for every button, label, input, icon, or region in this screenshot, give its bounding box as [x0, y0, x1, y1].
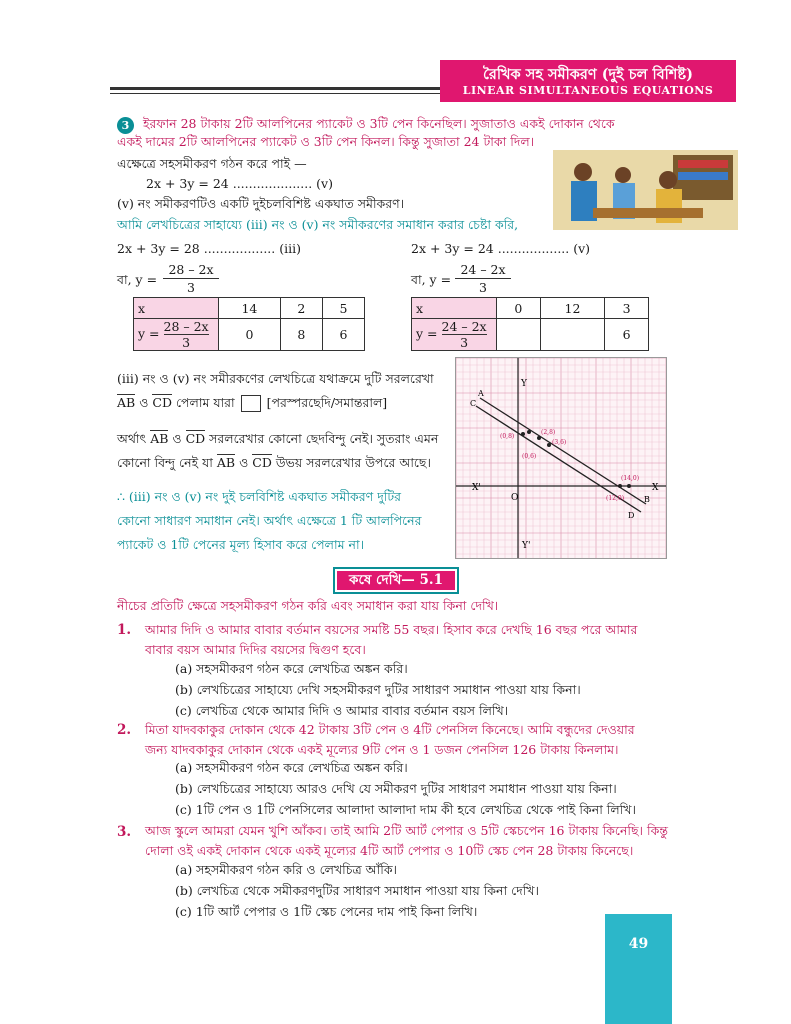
line-label-ab: AB [117, 395, 136, 410]
question-number: 2. [117, 722, 132, 738]
table-cell-expression [412, 319, 497, 351]
y-prime-label: Y' [522, 541, 531, 551]
sub-question: (a) সহসমীকরণ গঠন করে লেখচিত্র অঙ্কন করি। [175, 760, 408, 775]
expression-denominator: 3 [182, 335, 191, 350]
table-cell: x [134, 298, 219, 319]
question-text: মিতা যাদবকাকুর দোকান থেকে 42 টাকায় 3টি পেন ও 4টি পেনসিল কিনেছে। আমি বন্ধুদের দেওয়ার [145, 722, 635, 737]
fraction-numerator: 24 – 2x [455, 262, 511, 279]
table-cell-expression [134, 319, 219, 351]
table-cell: 6 [322, 319, 364, 351]
expression-label: y = [138, 326, 160, 341]
conclusion-line: প্যাকেট ও 1টি পেনের মূল্য হিসাব করে পেলাম না। [117, 537, 365, 552]
page-number-tab [605, 914, 672, 1024]
coordinate-label: (0,6) [522, 453, 537, 460]
question-text: জন্য যাদবকাকুর দোকান থেকে একই মূল্যের 9টি পেন ও 1 ডজন পেনসিল 126 টাকায় কিনলাম। [145, 742, 619, 757]
text-span: পেলাম যারা [171, 395, 235, 410]
sub-question: (b) লেখচিত্রের সাহায্যে আরও দেখি যে সমীকরণ দুটির সাধারণ সমাধান পাওয়া যায় কিনা। [175, 781, 617, 796]
text-span: অর্থাৎ [117, 431, 151, 446]
table-cell: x [412, 298, 497, 319]
equation-iii: 2x + 3y = 28 .................. (iii) [117, 241, 301, 256]
table-cell: 12 [540, 298, 604, 319]
y-label: Y [521, 379, 527, 389]
table-cell [540, 319, 604, 351]
text-span: ও [168, 431, 186, 446]
table-cell: 0 [497, 298, 541, 319]
sub-question: (c) 1টি পেন ও 1টি পেনসিলের আলাদা আলাদা দাম কী হবে লেখচিত্র থেকে পাই কিনা লিখি। [175, 802, 636, 817]
table-cell: 8 [280, 319, 322, 351]
table-cell: 2 [280, 298, 322, 319]
problem-number-badge: 3 [117, 117, 134, 134]
equation-v-right: 2x + 3y = 24 .................. (v) [411, 241, 591, 256]
table-cell: 14 [219, 298, 281, 319]
table-cell: 5 [322, 298, 364, 319]
problem-text-line: একই দামের 2টি আলপিনের প্যাকেট ও 3টি পেন কিনল। কিন্তু সুজাতা 24 টাকা দিল। [117, 134, 535, 149]
point-label-b: B [644, 495, 650, 504]
sub-question: (b) লেখচিত্র থেকে সমীকরণদুটির সাধারণ সমাধান পাওয়া যায় কিনা দেখি। [175, 883, 539, 898]
coordinate-label: (0,8) [500, 433, 515, 440]
coordinate-label: (2,8) [541, 429, 556, 436]
illustration-image [553, 150, 738, 230]
coordinate-label: (14,0) [621, 475, 640, 482]
x-prime-label: X' [472, 483, 481, 493]
expression-numerator: 28 – 2x [163, 319, 209, 334]
question-number: 3. [117, 824, 132, 840]
sub-question: (c) 1টি আর্ট পেপার ও 1টি স্কেচ পেনের দাম পাই কিনা লিখি। [175, 904, 478, 919]
text-span: ও [135, 395, 153, 410]
question-number: 1. [117, 622, 132, 638]
text-line-teal: আমি লেখচিত্রের সাহায্যে (iii) নং ও (v) নং সমীকরণের সমাধান করার চেষ্টা করি, [117, 217, 519, 232]
coordinate-label: (3,6) [552, 439, 567, 446]
line-label-cd: CD [252, 455, 272, 470]
table-cell [497, 319, 541, 351]
graph-plot [455, 357, 667, 559]
table-cell: 6 [605, 319, 649, 351]
fraction-denominator: 3 [187, 280, 195, 295]
line-label-cd: CD [152, 395, 172, 410]
point [627, 484, 631, 488]
point [521, 432, 525, 436]
expression-label: y = [416, 326, 438, 341]
text-span: কোনো বিন্দু নেই যা [117, 455, 217, 470]
question-text: দোলা ওই একই দোকান থেকে একই মূল্যের 4টি আর্ট পেপার ও 10টি স্কেচ পেন 28 টাকায় কিনেছে। [145, 843, 634, 858]
sub-question: (c) লেখচিত্র থেকে আমার দিদি ও আমার বাবার বর্তমান বয়স লিখি। [175, 703, 509, 718]
text-span: উভয় সরলরেখার উপরে আছে। [271, 455, 431, 470]
header-rule-thin [110, 93, 450, 94]
analysis-line [117, 431, 438, 447]
table-cell: 0 [219, 319, 281, 351]
header-rule [110, 87, 450, 90]
text-span: [পরস্পরছেদি/সমান্তরাল] [266, 395, 388, 410]
chapter-title-bn: রৈখিক সহ সমীকরণ (দুই চল বিশিষ্ট) [483, 66, 693, 83]
text-span: সরলরেখার কোনো ছেদবিন্দু নেই। সুতরাং এমন [205, 431, 439, 446]
expression-numerator: 24 – 2x [441, 319, 487, 334]
point-label-a: A [478, 389, 484, 398]
line-label-ab: AB [150, 431, 169, 446]
analysis-line [117, 455, 431, 471]
fill-in-blank-box[interactable] [241, 395, 261, 412]
chapter-header [440, 60, 736, 102]
fraction-denominator: 3 [479, 280, 487, 295]
chapter-title-en: LINEAR SIMULTANEOUS EQUATIONS [462, 84, 714, 97]
point-label-c: C [470, 399, 477, 408]
point [547, 443, 551, 447]
point [527, 430, 531, 434]
point-label-d: D [628, 511, 635, 520]
line-label-ab: AB [216, 455, 236, 470]
origin-label: O [511, 493, 519, 503]
conclusion-line: কোনো সাধারণ সমাধান নেই। অর্থাৎ এক্ষেত্রে 1 টি আলপিনের [117, 513, 422, 528]
x-label: X [652, 483, 659, 493]
page-number: 49 [628, 936, 649, 952]
point [537, 436, 541, 440]
problem-text-line: ইরফান 28 টাকায় 2টি আলপিনের প্যাকেট ও 3টি পেন কিনেছিল। সুজাতাও একই দোকান থেকে [143, 116, 615, 131]
equation-v: 2x + 3y = 24 .................... (v) [146, 176, 333, 191]
sub-question: (b) লেখচিত্রের সাহায্যে দেখি সহসমীকরণ দুটির সাধারণ সমাধান পাওয়া যায় কিনা। [175, 682, 581, 697]
question-text: আমার দিদি ও আমার বাবার বর্তমান বয়সের সমষ্টি 55 বছর। হিসাব করে দেখছি 16 বছর পরে আমার [145, 622, 638, 637]
expression-denominator: 3 [460, 335, 469, 350]
grid-lines [456, 358, 666, 558]
values-table-right [411, 297, 649, 351]
exercise-intro: নীচের প্রতিটি ক্ষেত্রে সহসমীকরণ গঠন করি এবং সমাধান করা যায় কিনা দেখি। [117, 598, 499, 613]
exercise-badge: কষে দেখি— 5.1 [333, 567, 459, 594]
analysis-line [117, 395, 387, 412]
or-label: বা, y = [411, 272, 452, 287]
fraction-numerator: 28 – 2x [163, 262, 219, 279]
question-text: আজ স্কুলে আমরা যেমন খুশি আঁকব। তাই আমি 2টি আর্ট পেপার ও 5টি স্কেচপেন 16 টাকায় কিনেছি। কিন্তু [145, 823, 668, 838]
text-span: ও [235, 455, 253, 470]
conclusion-line: ∴ (iii) নং ও (v) নং দুই চলবিশিষ্ট একঘাত সমীকরণ দুটির [117, 489, 402, 504]
question-text: বাবার বয়স আমার দিদির বয়সের দ্বিগুণ হবে। [145, 642, 366, 657]
sub-question: (a) সহসমীকরণ গঠন করি ও লেখচিত্র আঁকি। [175, 862, 398, 877]
coordinate-label: (12,0) [606, 495, 625, 502]
sub-question: (a) সহসমীকরণ গঠন করে লেখচিত্র অঙ্কন করি। [175, 661, 408, 676]
text-line: এক্ষেত্রে সহসমীকরণ গঠন করে পাই — [117, 156, 307, 171]
line-label-cd: CD [185, 431, 206, 446]
or-label: বা, y = [117, 272, 158, 287]
point [618, 484, 622, 488]
table-cell: 3 [605, 298, 649, 319]
analysis-line: (iii) নং ও (v) নং সমীরকণের লেখচিত্রে যথাক্রমে দুটি সরলরেখা [117, 371, 434, 386]
values-table-left [133, 297, 365, 351]
text-line: (v) নং সমীকরণটিও একটি দুইচলবিশিষ্ট একঘাত সমীকরণ। [117, 196, 405, 211]
